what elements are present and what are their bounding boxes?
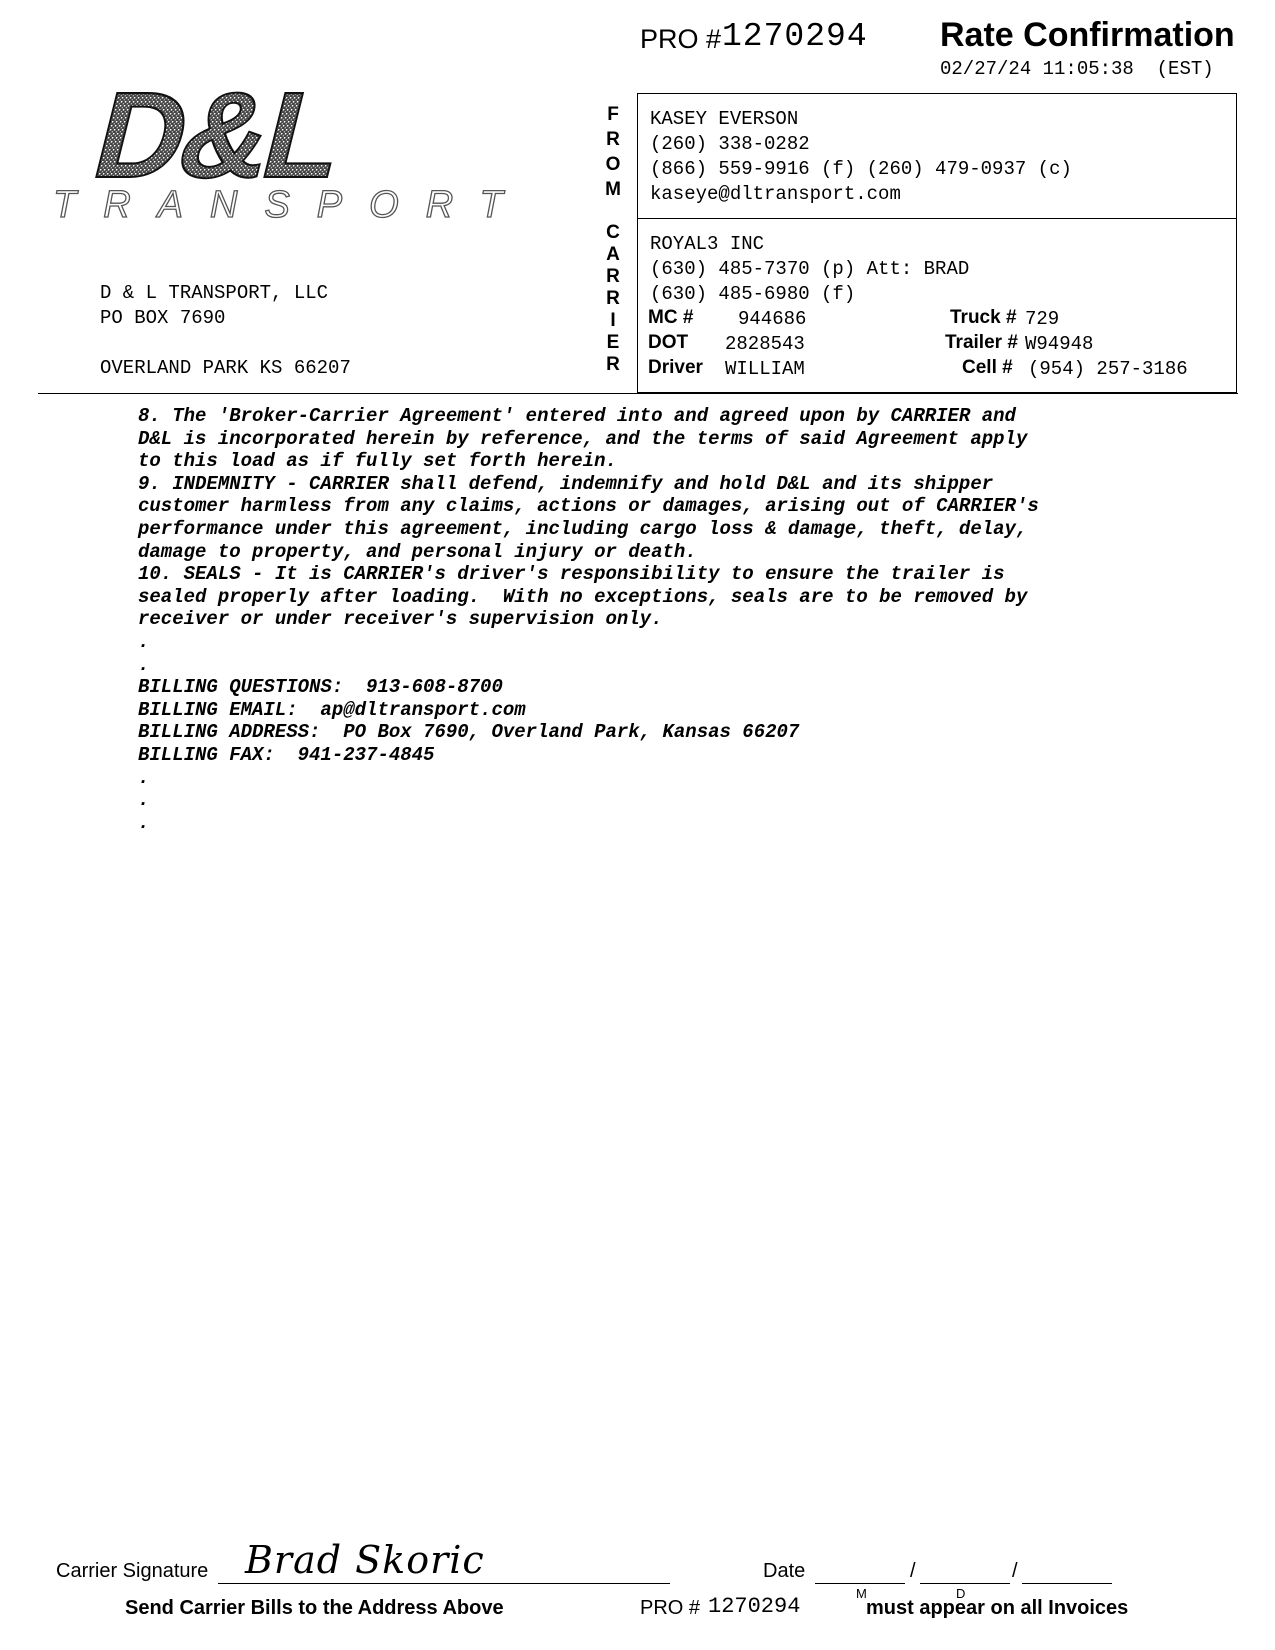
timestamp: 02/27/24 11:05:38 (EST) — [940, 58, 1214, 80]
terms-line: . — [138, 766, 150, 789]
terms-line: customer harmless from any claims, actions or damages, arising out of CARRIER's — [138, 495, 1039, 518]
pro-number: 1270294 — [722, 18, 868, 55]
terms-line: . — [138, 630, 150, 653]
company-po-box: PO BOX 7690 — [100, 307, 226, 329]
trailer-label: Trailer # — [945, 332, 1018, 353]
date-slash: / — [1012, 1560, 1018, 1582]
terms-line: to this load as if fully set forth herein. — [138, 450, 617, 473]
billing-fax: BILLING FAX: 941-237-4845 — [138, 743, 435, 766]
truck-label: Truck # — [950, 307, 1017, 328]
terms-line: 8. The 'Broker-Carrier Agreement' entered into and agreed upon by CARRIER and — [138, 405, 1016, 427]
dot-label: DOT — [648, 332, 689, 353]
mc-label: MC # — [648, 307, 694, 328]
terms-line: . — [138, 653, 150, 676]
carrier-signature: Brad Skoric — [245, 1538, 485, 1582]
mc-number: 944686 — [738, 308, 807, 330]
company-name: D & L TRANSPORT, LLC — [100, 282, 329, 304]
dl-transport-logo — [48, 65, 530, 226]
send-bills-note: Send Carrier Bills to the Address Above — [125, 1597, 504, 1619]
header-rule — [38, 393, 1238, 394]
month-hint: M — [856, 1586, 867, 1601]
from-email: kaseye@dltransport.com — [650, 183, 901, 205]
truck-number: 729 — [1025, 308, 1060, 330]
page-title: Rate Confirmation — [940, 16, 1235, 54]
carrier-phone: (630) 485-7370 (p) Att: BRAD — [650, 258, 970, 280]
cell-number: (954) 257-3186 — [1028, 358, 1188, 380]
cell-label: Cell # — [962, 357, 1013, 378]
box-divider — [638, 218, 1236, 219]
from-fax-cell: (866) 559-9916 (f) (260) 479-0937 (c) — [650, 158, 1072, 180]
signature-label: Carrier Signature — [56, 1560, 209, 1582]
from-phone: (260) 338-0282 — [650, 133, 810, 155]
driver-label: Driver — [648, 357, 703, 378]
date-year-field[interactable] — [1022, 1583, 1112, 1584]
from-vertical-label: F R O M — [605, 104, 621, 200]
date-label: Date — [763, 1560, 806, 1582]
logo-main-text: D&L — [81, 67, 355, 204]
terms-line: sealed properly after loading. With no exceptions, seals are to be removed by — [138, 585, 1028, 608]
carrier-vertical-label: C A R R I E R — [606, 222, 620, 375]
date-slash: / — [910, 1560, 916, 1582]
terms-line: 10. SEALS - It is CARRIER's driver's responsibility to ensure the trailer is — [138, 563, 1005, 586]
footer-pro-label: PRO # — [640, 1597, 701, 1619]
terms-text — [138, 405, 1238, 834]
terms-line: damage to property, and personal injury or death. — [138, 540, 697, 563]
terms-line: 9. INDEMNITY - CARRIER shall defend, indemnify and hold D&L and its shipper — [138, 472, 994, 495]
invoice-note: must appear on all Invoices — [866, 1597, 1129, 1619]
terms-line: performance under this agreement, including cargo loss & damage, theft, delay, — [138, 517, 1028, 540]
terms-line: . — [138, 789, 150, 812]
carrier-name: ROYAL3 INC — [650, 233, 765, 255]
dot-number: 2828543 — [725, 333, 805, 355]
terms-line: D&L is incorporated herein by reference, and the terms of said Agreement apply — [138, 427, 1028, 450]
billing-email: BILLING EMAIL: ap@dltransport.com — [138, 698, 526, 721]
date-day-field[interactable] — [920, 1583, 1010, 1584]
signature-line[interactable] — [218, 1583, 670, 1584]
logo-sub-text: TRANSPORT — [53, 184, 530, 226]
trailer-number: W94948 — [1025, 333, 1094, 355]
date-month-field[interactable] — [815, 1583, 905, 1584]
terms-line: receiver or under receiver's supervision only. — [138, 608, 663, 631]
from-name: KASEY EVERSON — [650, 108, 799, 130]
terms-line: . — [138, 811, 150, 834]
carrier-fax: (630) 485-6980 (f) — [650, 283, 856, 305]
pro-label: PRO # — [640, 24, 722, 54]
company-address — [100, 281, 351, 381]
billing-address: BILLING ADDRESS: PO Box 7690, Overland Park, Kansas 66207 — [138, 721, 800, 744]
day-hint: D — [956, 1586, 966, 1601]
billing-questions: BILLING QUESTIONS: 913-608-8700 — [138, 676, 503, 699]
company-city: OVERLAND PARK KS 66207 — [100, 357, 351, 379]
footer-pro-number: 1270294 — [708, 1594, 801, 1619]
driver-name: WILLIAM — [725, 358, 805, 380]
